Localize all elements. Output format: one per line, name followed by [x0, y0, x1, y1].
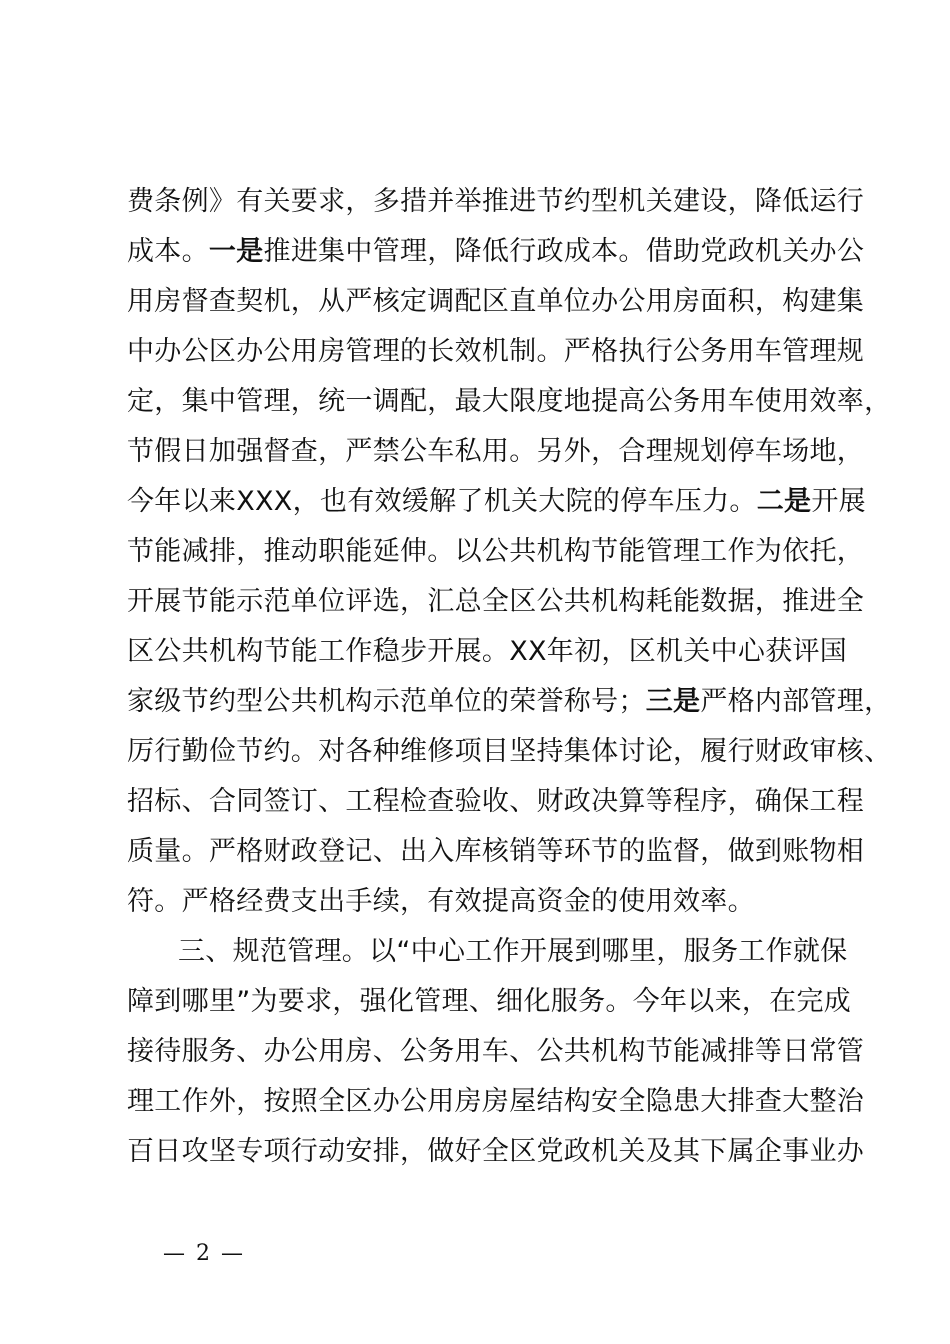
paragraph-line: 理工作外，按照全区办公用房房屋结构安全隐患大排查大整治	[127, 1086, 865, 1117]
line-text: 严格内部管理，	[700, 686, 892, 717]
paragraph-line: 厉行勤俭节约。对各种维修项目坚持集体讨论，履行财政审核、	[127, 736, 892, 767]
line-text: 成本。	[127, 236, 209, 267]
paragraph-line: 区公共机构节能工作稳步开展。XX年初，区机关中心获评国	[127, 636, 848, 667]
bold-marker: 三是	[645, 686, 701, 717]
page-number: — 2 —	[163, 1241, 245, 1266]
paragraph-line: 质量。严格财政登记、出入库核销等环节的监督，做到账物相	[127, 836, 865, 867]
paragraph-line: 节假日加强督查，严禁公车私用。另外，合理规划停车场地，	[127, 436, 865, 467]
paragraph-line: 定，集中管理，统一调配，最大限度地提高公务用车使用效率，	[127, 386, 892, 417]
line-text: 开展	[811, 486, 866, 517]
bold-marker: 二是	[756, 486, 812, 517]
bold-marker: 一是	[208, 236, 264, 267]
paragraph-line: 障到哪里”为要求，强化管理、细化服务。今年以来，在完成	[127, 986, 852, 1017]
paragraph-line: 百日攻坚专项行动安排，做好全区党政机关及其下属企事业办	[127, 1136, 865, 1167]
paragraph-line: 费条例》有关要求，多措并举推进节约型机关建设，降低运行	[127, 186, 865, 217]
paragraph-line: 符。严格经费支出手续，有效提高资金的使用效率。	[127, 886, 755, 917]
paragraph-line: 中办公区办公用房管理的长效机制。严格执行公务用车管理规	[127, 336, 865, 367]
line-text: 推进集中管理，降低行政成本。借助党政机关办公	[263, 236, 865, 267]
section-heading-line: 三、规范管理。以“中心工作开展到哪里，服务工作就保	[178, 936, 848, 967]
line-text: 今年以来XXX，也有效缓解了机关大院的停车压力。	[127, 486, 757, 517]
line-text: 家级节约型公共机构示范单位的荣誉称号；	[127, 686, 646, 717]
paragraph-line: 开展节能示范单位评选，汇总全区公共机构耗能数据，推进全	[127, 586, 865, 617]
paragraph-line	[127, 686, 891, 718]
paragraph-line	[127, 486, 866, 518]
paragraph-line: 节能减排，推动职能延伸。以公共机构节能管理工作为依托，	[127, 536, 865, 567]
paragraph-line: 用房督查契机，从严核定调配区直单位办公用房面积，构建集	[127, 286, 865, 317]
paragraph-line: 招标、合同签订、工程检查验收、财政决算等程序，确保工程	[127, 786, 865, 817]
paragraph-line	[127, 236, 864, 268]
paragraph-line: 接待服务、办公用房、公务用车、公共机构节能减排等日常管	[127, 1036, 865, 1067]
